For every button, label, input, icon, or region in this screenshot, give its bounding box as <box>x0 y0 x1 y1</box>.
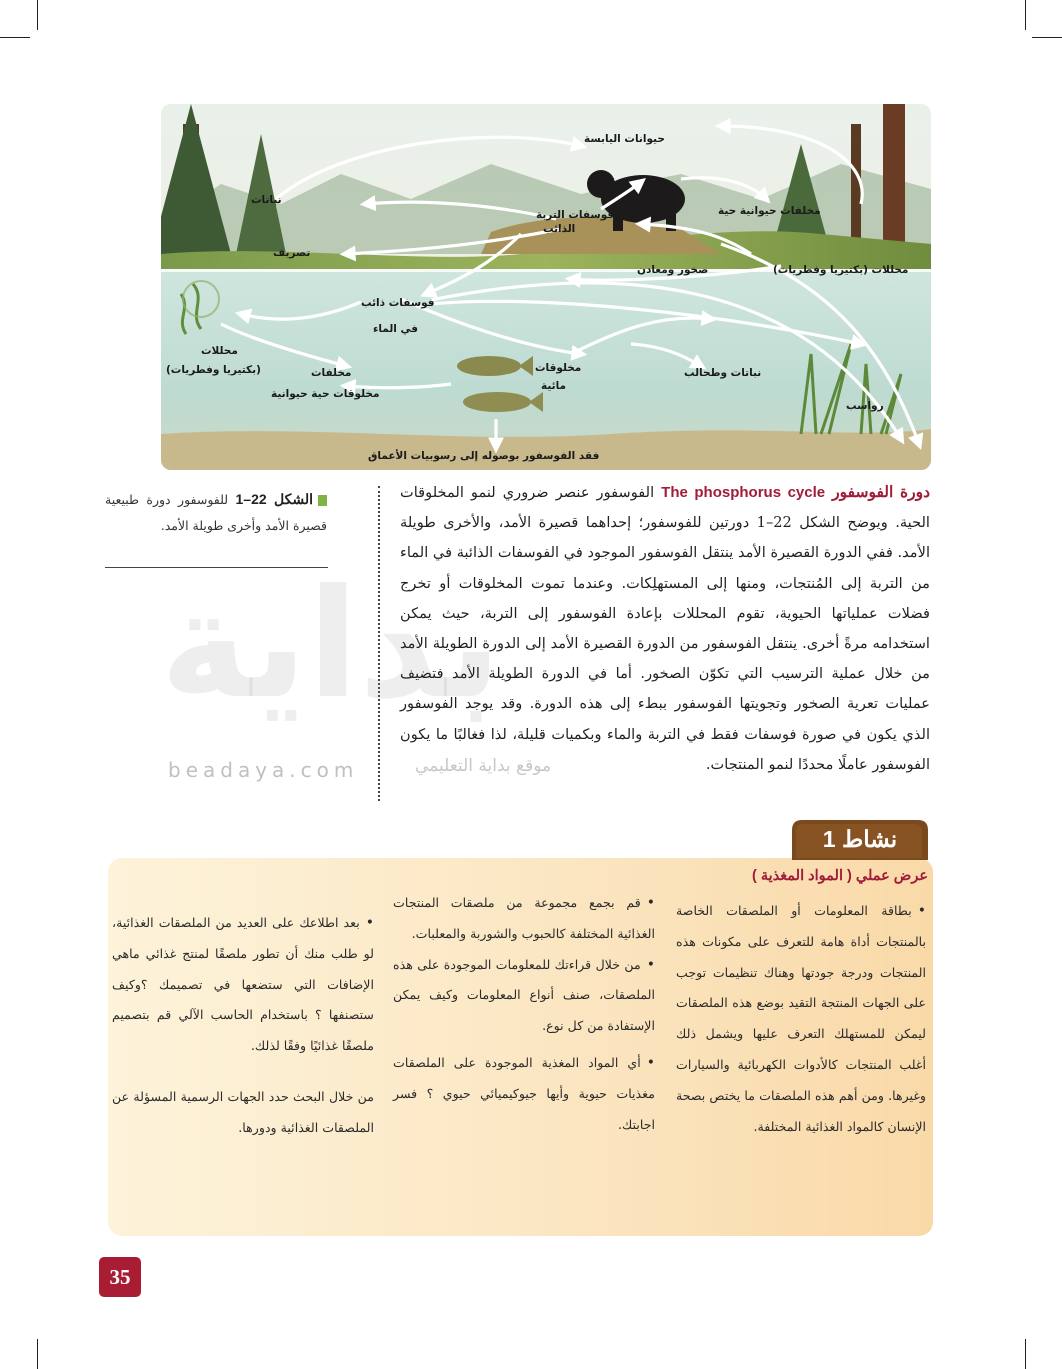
activity-column-middle <box>393 888 655 1140</box>
key-term-english: The phosphorus cycle <box>661 484 826 501</box>
watermark-domain: beadaya.com <box>168 758 359 782</box>
label-loss-deep: فقد الفوسفور بوصوله إلى رسوبيات الأعماق <box>368 450 600 462</box>
label-plants: نباتات <box>251 194 282 206</box>
watermark-arabic: بداية <box>160 558 502 732</box>
label-dissolved-phosphate-2: في الماء <box>373 323 419 335</box>
column-divider <box>378 486 380 801</box>
label-rocks-minerals: صخور ومعادن <box>637 264 709 276</box>
key-term-arabic: دورة الفوسفور <box>832 484 931 501</box>
label-dissolved-phosphate-1: فوسفات ذائب <box>361 297 435 309</box>
label-soil-phosphate-2: الذائب <box>543 223 576 235</box>
caption-text: للفوسفور دورة طبيعية قصيرة الأمد وأخرى طويلة الأمد. <box>105 492 327 533</box>
label-decomposers-land: محللات (بكتيريا وفطريات) <box>773 264 909 276</box>
activity-column-left <box>112 908 374 1144</box>
crop-mark <box>1025 0 1026 30</box>
activity-item: • أي المواد المغذية الموجودة على الملصقات مغذيات حيوية وأيها جيوكيميائي حيوي ؟ فسر اجابتك. <box>393 1048 655 1140</box>
figure-illustration <box>161 104 931 470</box>
label-animal-waste: مخلفات حيوانية حية <box>718 205 821 217</box>
label-waste-2: مخلوقات حية حيوانية <box>271 388 380 400</box>
label-decomposers-water-1: محللات <box>201 345 238 357</box>
phosphorus-cycle-figure <box>161 104 931 470</box>
label-runoff: تصريف <box>273 247 311 259</box>
label-plants-algae: نباتات وطحالب <box>684 367 762 379</box>
figure-caption <box>105 486 327 539</box>
label-sediments: رواسب <box>846 400 884 412</box>
crop-mark <box>0 37 30 38</box>
label-soil-phosphate-1: فوسفات التربة <box>536 209 615 221</box>
activity-item: • بعد اطلاعك على العديد من الملصقات الغذائية، لو طلب منك أن تطور ملصقًا لمنتج غذائي ماهي الإضافات التي ستضعها في تصميمك ؟وكيف ستصنفها ؟ باستخدام الحاسب الآلي قم بتصميم ملصقًا غذائيًا وفقًا لذلك. <box>112 908 374 1062</box>
label-aquatic-2: مائية <box>541 380 567 392</box>
activity-column-right <box>676 896 926 1142</box>
activity-item: • قم بجمع مجموعة من ملصقات المنتجات الغذائية المختلفة كالحبوب والشوربة والمعلبات. <box>393 888 655 950</box>
label-decomposers-water-2: (بكتيريا وفطريات) <box>166 364 261 376</box>
caption-marker-icon <box>318 495 327 506</box>
activity-item: • من خلال قراءتك للمعلومات الموجودة على هذه الملصقات، صنف أنواع المعلومات وكيف يمكن الإستفادة من كل نوع. <box>393 950 655 1042</box>
caption-divider <box>105 567 328 568</box>
page-number: 35 <box>99 1257 141 1297</box>
crop-mark <box>37 1339 38 1369</box>
label-waste-1: مخلفات <box>311 367 352 379</box>
label-land-animals: حيوانات اليابسة <box>584 133 665 145</box>
watermark-tagline: موقع بداية التعليمي <box>415 756 552 776</box>
figure-number: الشكل 22–1 <box>235 491 313 507</box>
activity-item: • بطاقة المعلومات أو الملصقات الخاصة بالمنتجات أداة هامة للتعرف على مكونات هذه المنتجات ودرجة جودتها وهناك تنظيمات توجب على الجهات المنتجة التقيد بوضع هذه الملصقات ليمكن للمستهلك التعرف عليها ويشمل ذلك أغلب المنتجات كالأدوات الكهربائية والسيارات وغيرها. ومن أهم هذه الملصقات ما يختص بصحة الإنسان كالمواد الغذائية المختلفة. <box>676 896 926 1142</box>
activity-subtitle: عرض عملي ( المواد المغذية ) <box>752 868 928 884</box>
body-paragraph <box>400 478 930 780</box>
label-aquatic-1: مخلوقات <box>535 362 582 374</box>
crop-mark <box>1025 1339 1026 1369</box>
crop-mark <box>37 0 38 30</box>
activity-title: نشاط 1 <box>822 826 898 852</box>
crop-mark <box>1032 37 1062 38</box>
activity-item: من خلال البحث حدد الجهات الرسمية المسؤلة عن الملصقات الغذائية ودورها. <box>112 1088 374 1135</box>
body-text: الفوسفور عنصر ضروري لنمو المخلوقات الحية. ويوضح الشكل 22–1 دورتين للفوسفور؛ إحداهما قصيرة الأمد، والأخرى طويلة الأمد. ففي الدورة القصيرة الأمد ينتقل الفوسفور الموجود في الفوسفات الذائبة في الماء من التربة إلى المُنتجات، ومنها إلى المستهلِكات. وعندما تموت المخلوقات أو تخرج فضلات عملياتها الحيوية، تقوم المحللات بإعادة الفوسفور إلى التربة، حيث يمكن استخدامه مرةً أخرى. ينتقل الفوسفور من الدورة القصيرة الأمد إلى الدورة الطويلة الأمد من خلال عملية الترسيب التي تكوّن الصخور. أما في الدورة الطويلة الأمد فتضيف عمليات تعرية الصخور وتجويتها الفوسفور ببطء إلى هذه الدورة. وقد يوجد الفوسفور الذي يكون في صورة فوسفات فقط في التربة والماء وبكميات قليلة، لذا فغالبًا ما يكون الفوسفور عاملًا محددًا لنمو المنتجات. <box>400 484 930 773</box>
